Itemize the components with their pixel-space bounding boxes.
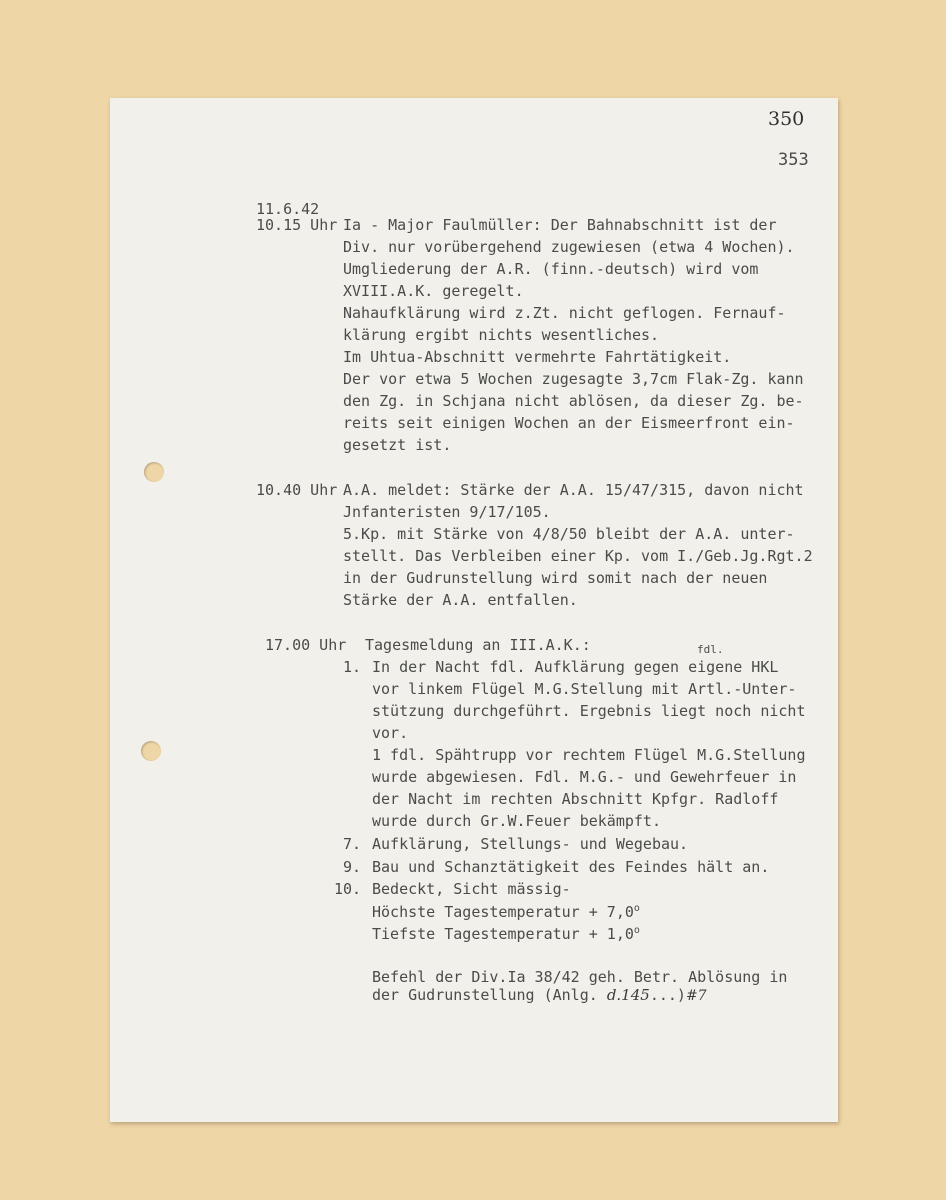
page-number-bottom: 353 (778, 150, 809, 170)
item-line: vor. (372, 724, 409, 742)
entry2-time: 10.40 Uhr (256, 481, 338, 499)
entry1-line: Umgliederung der A.R. (finn.-deutsch) wird vom (343, 260, 759, 278)
punch-hole (141, 741, 161, 761)
entry1-line: Nahaufklärung wird z.Zt. nicht geflogen. Fernauf- (343, 304, 786, 322)
entry2-line: 5.Kp. mit Stärke von 4/8/50 bleibt der A.A. unter- (343, 525, 795, 543)
item-line: Bau und Schanztätigkeit des Feindes hält an. (372, 858, 770, 876)
entry1-line: Div. nur vorübergehend zugewiesen (etwa 4 Wochen). (343, 238, 795, 256)
entry2-line: Stärke der A.A. entfallen. (343, 591, 578, 609)
item-number: 9. (343, 858, 362, 876)
entry2-line: stellt. Das Verbleiben einer Kp. vom I./Geb.Jg.Rgt.2 (343, 547, 813, 565)
item-line: wurde durch Gr.W.Feuer bekämpft. (372, 812, 661, 830)
entry3-heading: Tagesmeldung an III.A.K.: (365, 636, 591, 654)
document-page (110, 98, 838, 1122)
item-line: stützung durchgeführt. Ergebnis liegt noch nicht (372, 702, 806, 720)
footer-line: Befehl der Div.Ia 38/42 geh. Betr. Ablösung in (372, 968, 788, 986)
entry2-line: in der Gudrunstellung wird somit nach der neuen (343, 569, 768, 587)
item-line: der Nacht im rechten Abschnitt Kpfgr. Radloff (372, 790, 779, 808)
item-line: vor linkem Flügel M.G.Stellung mit Artl.-Unter- (372, 680, 797, 698)
item-line: In der Nacht fdl. Aufklärung gegen eigene HKL (372, 658, 779, 676)
item-line: 1 fdl. Spähtrupp vor rechtem Flügel M.G.Stellung (372, 746, 806, 764)
degree-sign: o (633, 925, 640, 936)
punch-hole (144, 462, 164, 482)
degree-sign: o (633, 903, 640, 914)
entry3-time: 17.00 Uhr (265, 636, 347, 654)
item-line: Bedeckt, Sicht mässig- (372, 880, 571, 898)
entry1-line: reits seit einigen Wochen an der Eismeerfront ein- (343, 414, 795, 432)
entry1-line: Ia - Major Faulmüller: Der Bahnabschnitt ist der (343, 216, 777, 234)
item-number: 7. (343, 835, 362, 853)
handwritten-mark: #7 (685, 988, 707, 1004)
entry1-time: 10.15 Uhr (256, 216, 338, 234)
footer-line: der Gudrunstellung (Anlg. d.145...)#7 (372, 986, 707, 1004)
entry1-line: klärung ergibt nichts wesentliches. (343, 326, 660, 344)
entry1-line: Im Uhtua-Abschnitt vermehrte Fahrtätigkeit. (343, 348, 732, 366)
page-number-top: 350 (768, 108, 805, 130)
temperature-low: Tiefste Tagestemperatur + $1,0^o$ (372, 925, 640, 943)
entry1-line: den Zg. in Schjana nicht ablösen, da dieser Zg. be- (343, 392, 804, 410)
temperature-high: Höchste Tagestemperatur + $7,0^o$ (372, 903, 640, 921)
entry1-line: gesetzt ist. (343, 436, 452, 454)
handwritten-reference: d.145 (606, 986, 650, 1004)
entry2-line: A.A. meldet: Stärke der A.A. 15/47/315, davon nicht (343, 481, 804, 499)
item-number: 1. (343, 658, 362, 676)
item-line: wurde abgewiesen. Fdl. M.G.- und Gewehrfeuer in (372, 768, 797, 786)
entry2-line: Jnfanteristen 9/17/105. (343, 503, 551, 521)
item-number: 10. (334, 880, 362, 898)
entry1-line: Der vor etwa 5 Wochen zugesagte 3,7cm Flak-Zg. kann (343, 370, 804, 388)
entry-date: 11.6.42 (256, 200, 320, 218)
entry1-line: XVIII.A.K. geregelt. (343, 282, 524, 300)
item-line: Aufklärung, Stellungs- und Wegebau. (372, 835, 689, 853)
entry3-insert: fdl. (697, 643, 724, 656)
